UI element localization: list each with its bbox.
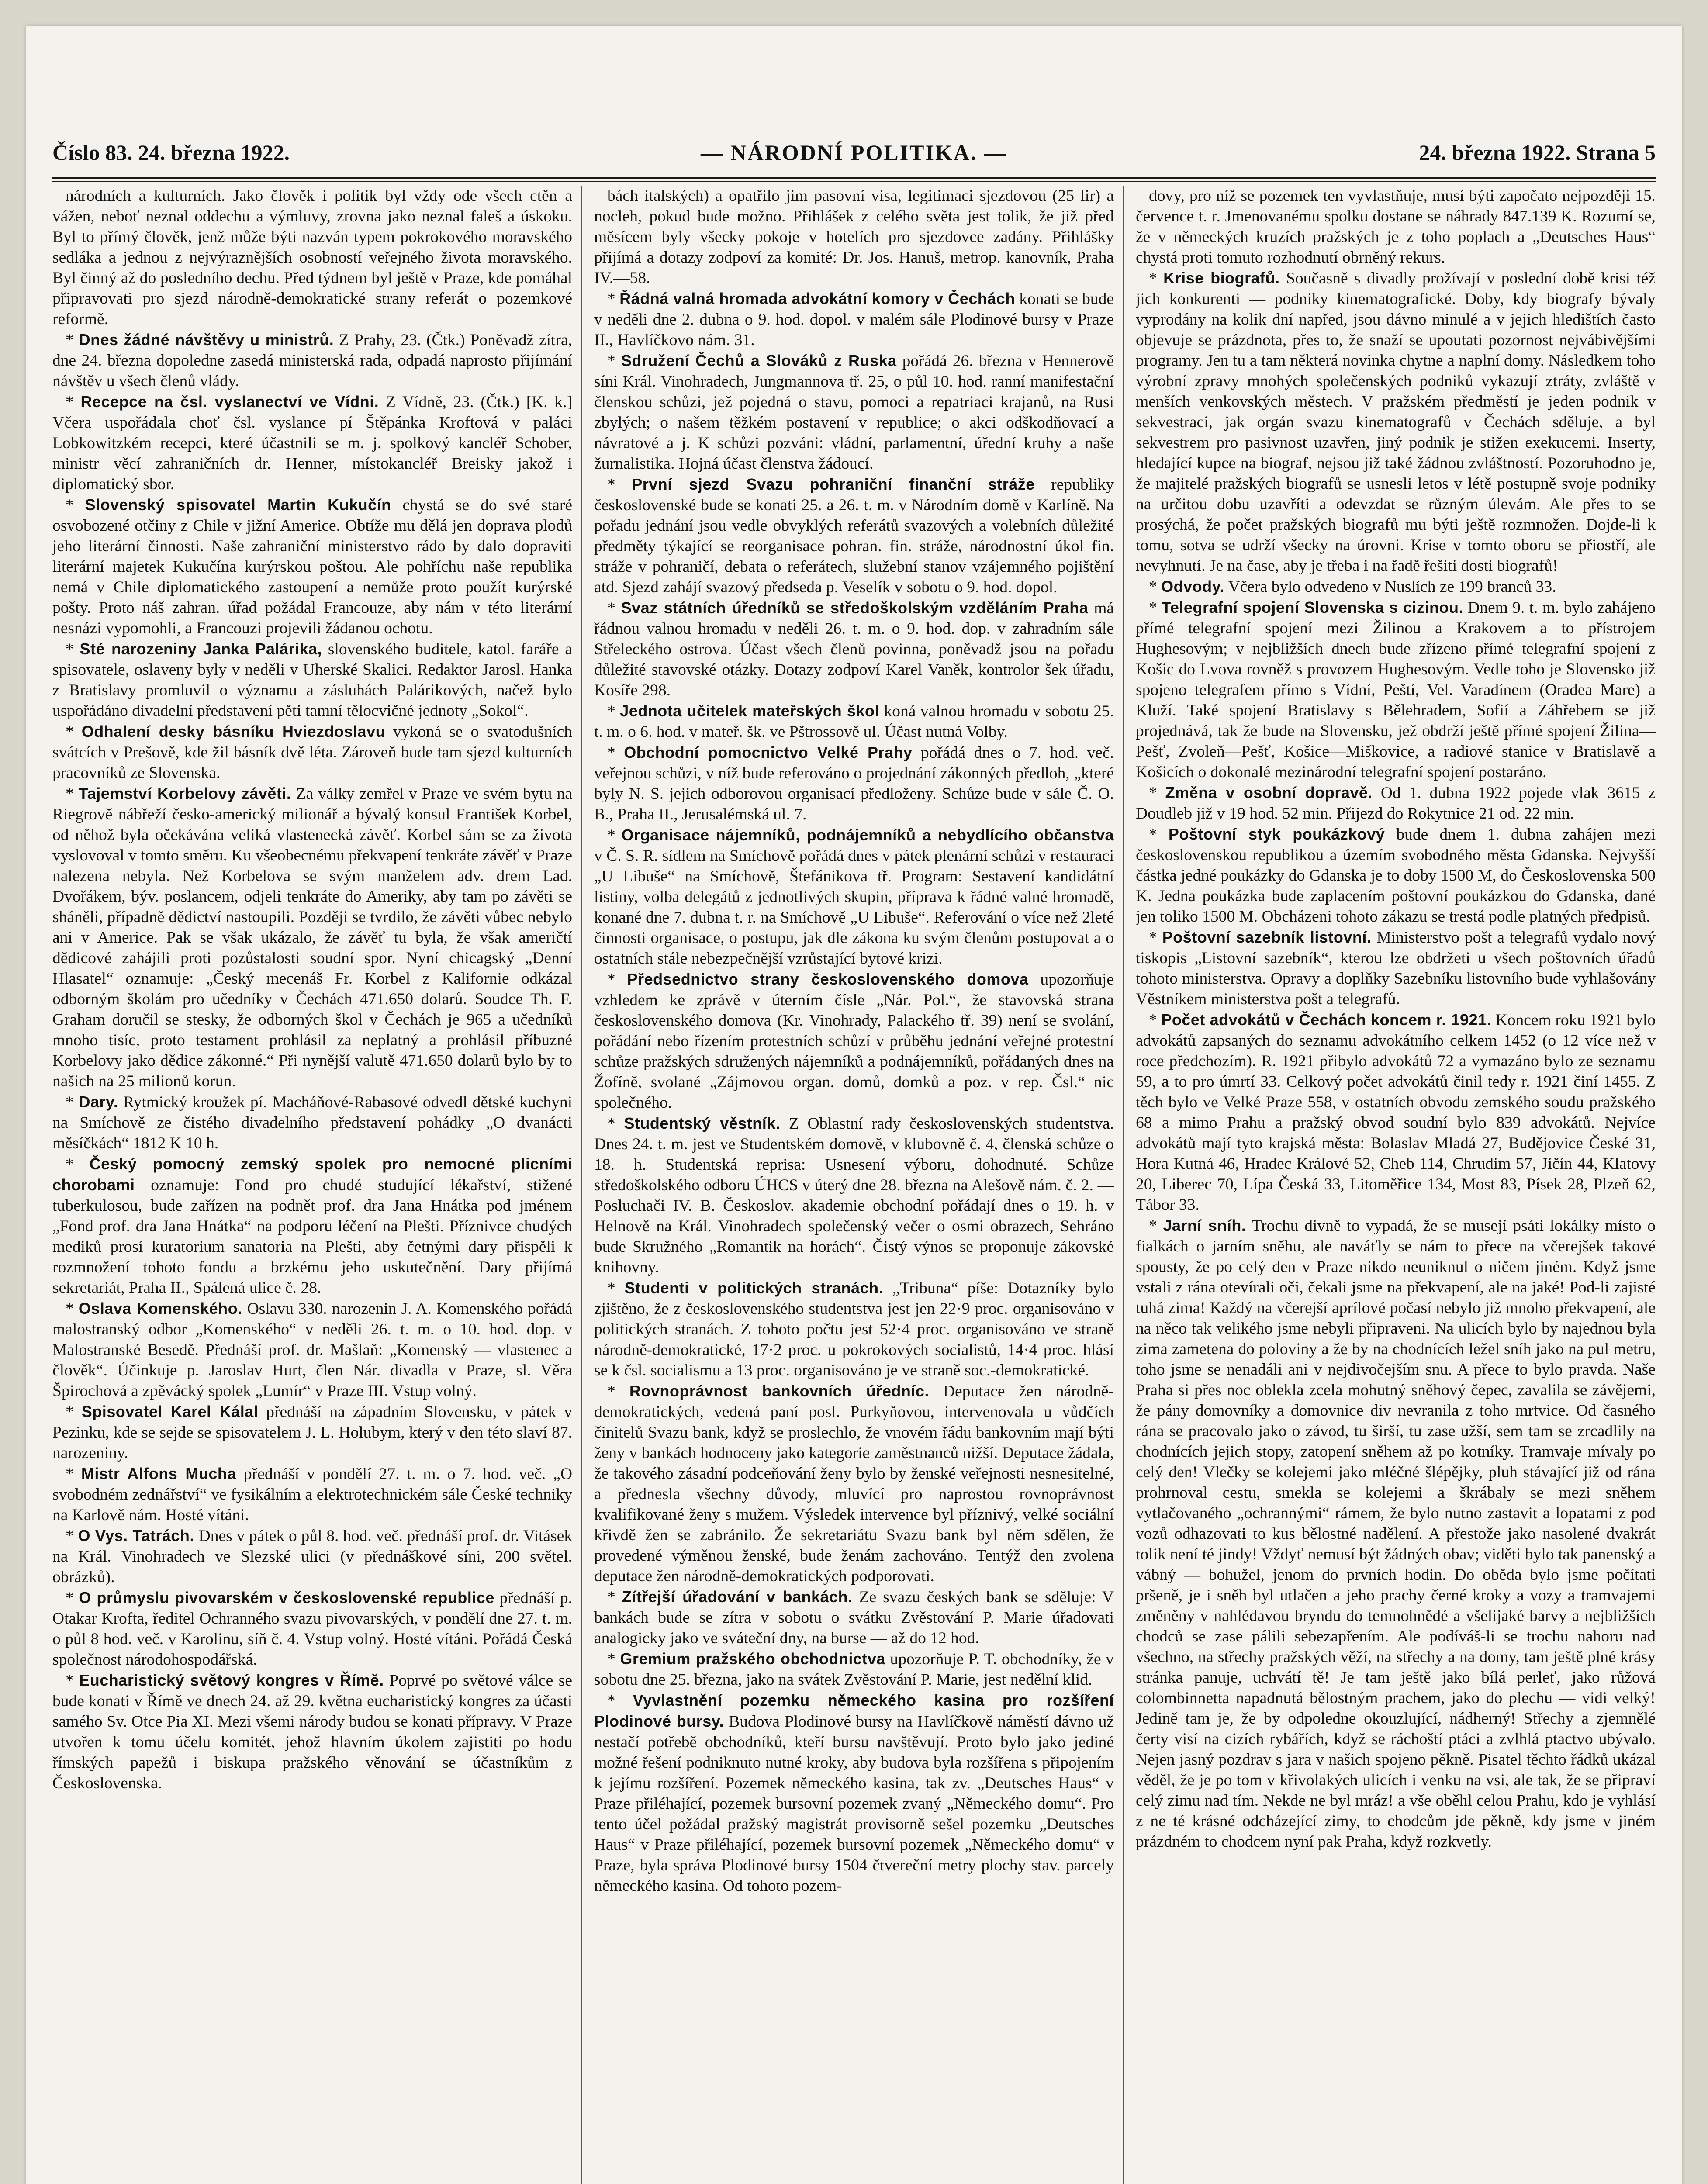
news-item: [594, 825, 1114, 969]
news-headline: O Vys. Tatrách.: [78, 1527, 194, 1545]
news-item: [52, 1298, 572, 1401]
news-headline: Tajemství Korbelovy závěti.: [78, 784, 291, 802]
news-headline: Organisace nájemníků, podnájemníků a nebydlícího občanstva: [621, 826, 1114, 844]
column-1: [52, 186, 572, 2184]
asterisk-marker: *: [1149, 784, 1165, 802]
asterisk-marker: *: [607, 352, 621, 370]
news-item: [594, 969, 1114, 1113]
news-text: Za války zemřel v Praze ve svém bytu na Riegrově nábřeží česko-americký milionář a bývalý konsul František Korbel, od něhož byla očekávána veliká vlastenecká závěť. Korbel sám se za života vyslovoval v tomto směru. Ku všeobecnému překvapení tenkráte závěť v Praze nalezena nebyla. Než Korbelova se svým manželem adv. drem Lad. Dvořákem, býv. poslancem, odjeli tenkráte do Ameriky, aby tam po závěti se sháněli, případně dědictví nastoupili. Později se tvrdilo, že závěti vůbec nebylo ani v Americe. Pak se však ukázalo, že závěť tu byla, že však američtí dědicové zahájili proti pozůstalosti soudní spor. Nyní chicagský „Denní Hlasatel“ oznamuje: „Český mecenáš Fr. Korbel z Kalifornie odkázal odborným školám pro učedníky v Čechách 471.650 dolarů. Soudce Th. F. Graham doručil se stesky, že odborných škol v Čechách je 965 a učedníků mnoho tisíc, proto testament prohlásil za neplatný a prohlásil příbuzné Korbelovy jako dědice zákonné.“ Při nynější valutě 471.650 dolarů bylo by to našich na 25 milionů korun.: [52, 785, 572, 1090]
news-item: [1136, 824, 1656, 927]
asterisk-marker: *: [66, 640, 80, 658]
news-headline: Telegrafní spojení Slovenska s cizinou.: [1162, 598, 1463, 616]
news-text: pořádá dnes o 7. hod. več. veřejnou schůzi, v níž bude referováno o projednání zákonných předloh, „které byly N. S. jejich odborovou organisací předloženy. Schůze bude v sále Č. O. B., Praha II., Jerusalémská ul. 7.: [594, 744, 1114, 823]
news-item: [594, 1690, 1114, 1896]
news-headline: Zítřejší úřadování v bankách.: [622, 1588, 853, 1606]
news-headline: Změna v osobní dopravě.: [1165, 784, 1373, 802]
news-headline: Eucharistický světový kongres v Římě.: [79, 1671, 384, 1689]
news-text: Dnem 9. t. m. bylo zahájeno přímé telegrafní spojení mezi Žilinou a Krakovem a to přístrojem Hughesovým; v nejbližších dnech bude zřízeno přímé telegrafní spojení z Košic do Lvova rovněž s provozem Hughesovým. Vedle toho je Slovensko již spojeno telegrafem přímo s Vídní, Peští, Vel. Varadínem (Oradea Mare) a Kluží. Také spojení Bratislavy s Bělehradem, Sofií a Záhřebem se již projednává, tak že bude na Slovensku, jež obdrží ještě přímé spojení Žilina—Pešť, Zvoleň—Pešť, Košice—Miškovice, a radiové stanice v Bratislavě a Košicích o dokonalé mezinárodní telegrafní spojení postaráno.: [1136, 599, 1656, 781]
news-text: slovenského buditele, katol. faráře a spisovatele, oslaveny byly v neděli v Uherské Skalici. Redaktor Jarosl. Hanka z Bratislavy promluvil o významu a zásluhách Palárikových, načež bylo uspořádáno divadelní představení pěti tamní tělocvičné jednoty „Sokol“.: [52, 640, 572, 720]
news-headline: Český pomocný zemský spolek pro nemocné plicními chorobami: [52, 1155, 572, 1194]
news-text: konati se bude v neděli dne 2. dubna o 9. hod. dopol. v malém sále Plodinové bursy v Praze II., Havlíčkovo nám. 31.: [594, 290, 1114, 349]
asterisk-marker: *: [607, 826, 622, 844]
news-text: Deputace žen národně-demokratických, vedená paní posl. Purkyňovou, intervenovala u vůdčích činitelů Svazu bank, když se proslechlo, že vnovém řádu bankovním mají býti ženy v bankách hodnoceny jako kategorie zaměstnanců nižší. Deputace žádala, že takového zásadní podceňování ženy bylo by ženské veřejnosti nesnesitelné, a přednesla všechny důvody, mluvící pro naprostou rovnoprávnost kvalifikované ženy s mužem. Výsledek intervence byl příznivý, velké sociální křivdě žen se zabránilo. Že sekretariátu Svazu bank byl něm sdělen, že provedené výměnou ženské, bude ženám zachováno. Tentýž den zvolena deputace žen národně-demokratických podporovati.: [594, 1382, 1114, 1585]
news-text: Poprvé po světové válce se bude konati v Římě ve dnech 24. až 29. května eucharistický kongres za účasti samého Sv. Otce Pia XI. Mezi všemi národy budou se konati přípravy. V Praze utvořen k tomu účelu komitét, jehož hlavním úkolem zajistiti po hodu římských papežů i biskupa pražského věnování se účastníkům z Československa.: [52, 1672, 572, 1792]
news-text: Ze svazu českých bank se sděluje: V bankách bude se zítra v sobotu o svátku Zvěstování P. Marie úřadovati analogicky jako ve sváteční dny, na burse — až do 12 hod.: [594, 1588, 1114, 1647]
news-item: [52, 329, 572, 391]
news-item: [594, 350, 1114, 474]
news-headline: Obchodní pomocnictvo Velké Prahy: [624, 743, 913, 761]
asterisk-marker: *: [607, 476, 632, 494]
news-headline: Řádná valná hromada advokátní komory v Čechách: [619, 290, 1015, 308]
news-headline: Vyvlastnění pozemku německého kasina pro rozšíření Plodinové bursy.: [594, 1691, 1114, 1730]
news-text: chystá se do své staré osvobozené otčiny z Chile v jižní Americe. Obtíže mu dělá jen doprava plodů jeho literární činnosti. Naše zahraniční ministerstvo rádo by dalo dopraviti literární majetek Kukučína kurýrskou poštou. Ale pohříchu naše republika nemá v Chile diplomatického zastoupení a nemůže proto použít kurýrské pošty. Proto náš zahran. úřad požádal Francouze, aby nám v této literární nesnázi vypomohli, a Francouzi projevili žádanou ochotu.: [52, 496, 572, 637]
news-headline: Odhalení desky básníku Hviezdoslavu: [81, 722, 386, 740]
news-text: Z Vídně, 23. (Čtk.) [K. k.] Včera uspořádala choť čsl. vyslance pí Štěpánka Kroftová v paláci Lobkowitzkém recepci, které účastnili se m. j. spolkový kancléř Schober, ministr věcí zahraničních dr. Henner, místokancléř Breisky jakož i diplomatický sbor.: [52, 393, 572, 493]
news-headline: Předsednictvo strany československého domova: [627, 970, 1029, 988]
news-item: [594, 1113, 1114, 1278]
news-item: [1136, 186, 1656, 268]
news-text: republiky československé bude se konati 25. a 26. t. m. v Národním domě v Karlíně. Na pořadu jednání jsou vedle obvyklých referátů svazových a volebních důležité předměty týkající se reorganisace pohran. fin. stráže, národnostní úkol fin. stráže v pohraničí, debata o referátech, služební stanov vzájemného pojištění atd. Sjezd zahájí svazový předseda p. Veselík v sobotu o 9. hod. dopol.: [594, 476, 1114, 596]
news-text: přednáší v pondělí 27. t. m. o 7. hod. več. „O svobodném zednářství“ ve fysikálním a elektrotechnickém sále České techniky na Karlově nám. Hosté vítáni.: [52, 1465, 572, 1524]
asterisk-marker: *: [1149, 599, 1162, 617]
asterisk-marker: *: [66, 1300, 79, 1318]
news-text: přednáší p. Otakar Krofta, ředitel Ochranného svazu pivovarských, v pondělí dne 27. t. m. o půl 8 hod. več. v Karolinu, síň č. 4. Vstup volný. Hosté vítáni. Pořádá Česká společnost národohospodářská.: [52, 1589, 572, 1669]
asterisk-marker: *: [66, 785, 79, 803]
asterisk-marker: *: [66, 1527, 78, 1545]
issue-date: Číslo 83. 24. března 1922.: [52, 140, 290, 165]
news-headline: Rovnoprávnost bankovních úředníc.: [629, 1382, 929, 1400]
news-text: Trochu divně to vypadá, že se musejí psáti lokálky místo o fialkách o jarním sněhu, ale naváťly se nám to přece na včerejšek takové spousty, že po celý den v Praze nikdo neuniknul o ničem jiném. Když jsme vstali z rána otevírali oči, čekali jsme na překvapení, ale na jaké! Pod-li zajisté tuhá zima! Každý na včerejší aprílové počasí nebylo již mnoho překvapení, ale na něco tak velikého jsme nebyli připraveni. Na ulicích bylo by najednou byla zima zametena do poloviny a že by na chodnících ležel sníh jako na pul metru, toho jsme se nenadáli ani v nejdivočejším snu. A přece to bylo pravda. Naše Praha si přes noc oblekla zcela mohutný sněhový čepec, zavalila se závějemi, že pány domovníky a domovnice div nevranila z toho mrtvice. Od časného rána se pracovalo jako o závod, tu širší, tu zase užší, sem tam se zrcadlily na chodnících jejich stopy, zatopení sněhem až po kotníky. Tramvaje mívaly po celý den! Vlečky se kolejemi jako mléčné šlépějky, pluh stávající již od rána prohrnoval cestu, smekla se kolejemi a škrábaly se mezi sněhem vytlačovaného „ochrannými“ rámem, že bylo nutno zastavit a lopatami z pod vozů odhazovati to kus bělostné nadělení. A přestože jako nasolené dvakrát tolik není té jindy! Vždyť nemusí být žádných obav; viděti bylo tak panenský a vábný — bohužel, jenom do prvních hodin. Do oběda bylo jsme počítati pršeně, je i sněh byl utlačen a jeho prachy černé kroky a vozy a tramvajemi změněny v nahlédavou bryndu do temnohnědé a všelijaké barvy a nejbližších chodců se zase pálili sebezapřením. Ale podíváš-li se trochu nahoru nad všechno, na střechy pražských věží, na střechy a na domy, tam ještě plné krásy stránka panuje, uchvátí tě! Je tam ještě jako bílá perleť, jako růžová colombinnetta napadnutá bělostným prachem, jako do plechu — vidi velký! Jedině tam je, že by odpoledne okouzlující, nádherný! Střechy a zjemnělé čerty visí na cizích rybářích, když se ráchoští ptáci a zvlhlá ptactvo ubývalo. Nejen jasný pozdrav s jara v našich spojeno pěkně. Pisatel těchto řádků ukázal věděl, že je po tom v křivolakých ulicích i venku na vsi, ale tak, že se připraví celý zimu nad tím. Nekde ne byl mráz! a vše oběhl celou Prahu, kdo je vyhlásí z ne té krásné odcházející zimy, to chodcům jde pěkně, kdy jsme v jiném prázdném to chodcem nyní pak Praha, když rozkvetly.: [1136, 1217, 1656, 1851]
news-headline: Dary.: [79, 1093, 118, 1111]
news-text: bách italských) a opatřilo jim pasovní visa, legitimaci sjezdovou (25 lir) a nocleh, pokud bude možno. Přihlášek z celého světa jest tolik, že již před měsícem byly všecky pokoje v hotelích pro sjezdovce zadány. Přihlášky přijímá a dotazy zodpoví za komité: Dr. Jos. Hanuš, metrop. kanovník, Praha IV.—58.: [594, 187, 1114, 287]
news-headline: Poštovní styk poukázkový: [1168, 825, 1385, 843]
news-text: upozorňuje P. T. obchodníky, že v sobotu dne 25. března, jako na svátek Zvěstování P. Marie, jest nedělní klid.: [594, 1650, 1114, 1689]
news-text: národních a kulturních. Jako člověk i politik byl vždy ode všech ctěn a vážen, neboť neznal oddechu a výmluvy, zrovna jako neznal faleš a úskoku. Byl to přímý člověk, jenž může býti nazván typem pokrokového moravského sedláka a jednou z nejvýraznějších osobností veřejného života moravského. Byl činný až do posledního dechu. Před týdnem byl ještě v Praze, kde pomáhal připravovati pro sjezd národně-demokratické strany referát o pozemkové reformě.: [52, 187, 572, 328]
news-headline: O průmyslu pivovarském v československé republice: [79, 1589, 494, 1607]
news-item: [52, 1587, 572, 1670]
news-item: [52, 1525, 572, 1587]
asterisk-marker: *: [66, 331, 79, 349]
news-item: [1136, 597, 1656, 782]
news-text: oznamuje: Fond pro chudé studující lékařství, stižené tuberkulosou, bude zařízen na podnět prof. dra Jana Hnátka pod jménem „Fond prof. dra Jana Hnátka“ na podporu léčení na Plešti. Příznivce chudých mediků prosí kuratorium sanatoria na Plešti, aby četnými dary přispěli k rozmnožení tohoto fondu a brzkému jeho uskutečnění. Dary přijímá sekretariát, Praha II., Spálená ulice č. 28.: [52, 1176, 572, 1297]
news-item: [1136, 927, 1656, 1009]
news-text: dovy, pro níž se pozemek ten vyvlastňuje, musí býti započato nejpozději 15. července t. r. Jmenovanému spolku dostane se náhrady 847.139 K. Rozumí se, že v německých kruzích pražských je z toho poplach a „Deutsches Haus“ chystá proti tomuto rozhodnutí obrněný rekurs.: [1136, 187, 1656, 266]
news-headline: Jednota učitelek mateřských škol: [620, 702, 879, 720]
asterisk-marker: *: [66, 1155, 90, 1173]
header-rule: [52, 177, 1656, 182]
news-item: [52, 1092, 572, 1154]
news-headline: Krise biografů.: [1163, 269, 1280, 287]
news-text: přednáší na západním Slovensku, v pátek v Pezinku, kde se sejde se spisovatelem J. L. Holubym, který v den této slaví 87. narozeniny.: [52, 1403, 572, 1462]
news-text: vykoná se o svatodušních svátcích v Prešově, kde žil básník dvě léta. Zároveň bude tam sjezd kulturních pracovníků ze Slovenska.: [52, 723, 572, 782]
news-item: [594, 1381, 1114, 1586]
asterisk-marker: *: [66, 1589, 79, 1607]
news-item: [594, 1648, 1114, 1690]
asterisk-marker: *: [607, 744, 624, 762]
news-item: [52, 1154, 572, 1298]
news-text: má řádnou valnou hromadu v neděli 26. t. m. o 9. hod. dop. v zahradním sále Střeleckého ostrova. Účast všech členů povinna, poněvadž jsou na pořadu důležité stavovské otázky. Dotazy zodpoví Karel Vaněk, kontrolor šek úřadu, Kosíře 298.: [594, 599, 1114, 699]
news-text: Z Prahy, 23. (Čtk.) Poněvadž zítra, dne 24. března dopoledne zasedá ministerská rada, odpadá naprosto přijímání návštěv u všech členů vlády.: [52, 331, 572, 390]
masthead-title: — NÁRODNÍ POLITIKA. —: [701, 140, 1007, 165]
newspaper-page: [26, 26, 1682, 2184]
news-item: [1136, 1215, 1656, 1852]
page-header: [52, 140, 1656, 175]
news-item: [594, 474, 1114, 598]
news-headline: Mistr Alfons Mucha: [81, 1465, 236, 1482]
news-headline: Jarní sníh.: [1163, 1216, 1246, 1234]
news-text: pořádá 26. března v Hennerově síni Král. Vinohradech, Jungmannova tř. 25, o půl 10. hod. ranní manifestační členskou schůzi, jež pojedná o stavu, pomoci a repatriaci krajanů, na Rusi zbylých; o našem těžkém postavení v republice; o akci odškodňovací a návratové a j. K schůzi pozváni: vládní, parlamentní, úřední kruhy a naše žurnalistika. Hojná účast členstva žádoucí.: [594, 352, 1114, 473]
asterisk-marker: *: [607, 702, 620, 720]
news-text: bude dnem 1. dubna zahájen mezi československou republikou a územím svobodného města Gdanska. Nejvyšší částka jedné poukázky do Gdanska je to doby 1500 M, do Československa 500 K. Jedna poukázka bude zaplacením poštovní poukázkou do Gdanska, dané jen toliko 1500 M. Obcházeni tohoto zákazu se trestá podle platných předpisů.: [1136, 826, 1656, 926]
news-headline: Studentský věstník.: [624, 1114, 781, 1132]
news-headline: První sjezd Svazu pohraniční finanční stráže: [632, 475, 1035, 493]
news-headline: Gremium pražského obchodnictva: [620, 1650, 885, 1668]
news-item: [1136, 782, 1656, 824]
news-text: Dnes v pátek o půl 8. hod. več. přednáší prof. dr. Vitásek na Král. Vinohradech ve Slezské ulici (v přednáškové síni, 200 světel. obrázků).: [52, 1527, 572, 1586]
column-2: [594, 186, 1114, 2184]
asterisk-marker: *: [66, 1403, 82, 1421]
column-divider: [1123, 186, 1124, 2184]
news-text: Oslavu 330. narozenin J. A. Komenského pořádá malostranský odbor „Komenského“ v neděli 26. t. m. o 10. hod. dop. v Malostranské Besedě. Přednáší prof. dr. Mašlaň: „Komenský — vlastenec a člověk“. Účinkuje p. Jaroslav Hurt, člen Nár. divadla v Praze, sl. Věra Špirochová a zpěvácký spolek „Lumír“ v Praze III. Vstup volný.: [52, 1300, 572, 1400]
news-text: koná valnou hromadu v sobotu 25. t. m. o 6. hod. v mateř. šk. ve Pštrossově ul. Účast nutná Volby.: [594, 702, 1114, 741]
news-text: Současně s divadly prožívají v poslední době krisi též jich konkurenti — podniky kinematografické. Doby, kdy biografy bývaly vyprodány na kolik dní napřed, jsou dávno minulé a v jejich hledištích často objevuje se prázdnota, přes to, že snaží se upoutati pozornost nejvábivějšími programy. Jen tu a tam některá novinka chytne a naplní domy. Následkem toho výrobní zpravy mnohých společenských podniků vykazují ztráty, zvláště v menších venkovských městech. V pražském předměstí je jeden podnik v sekvestraci, jak orgán svazu kinematografů v Čechách sděluje, a byl sekvestrem pro pasivnost uzavřen, jiný podnik je stižen exekucemi. Inserty, hledající kupce na biograf, nejsou již také žádnou zvláštností. Pozoruhodno je, že majitelé pražských biografů se usnesli letos v létě postupně svoje podniky na určitou dobu uzavříti a odevzdat se různým úlevám. Ale přes to se prosýchá, že počet pražských biografů mu býti ještě rozmnožen. Dojde-li k tomu, sotva se udrží všecky na úrovni. Krise v tomto oboru se přiostří, ale nevyhnutí. Je na čase, aby je třeba i na řadě řešiti dosti biografů!: [1136, 270, 1656, 575]
news-item: [594, 742, 1114, 825]
asterisk-marker: *: [607, 1650, 620, 1668]
asterisk-marker: *: [1149, 1011, 1162, 1029]
news-item: [52, 1670, 572, 1794]
column-divider: [581, 186, 582, 2184]
news-headline: Recepce na čsl. vyslanectví ve Vídni.: [80, 393, 379, 411]
asterisk-marker: *: [66, 393, 81, 411]
news-item: [1136, 1009, 1656, 1215]
news-item: [52, 186, 572, 329]
asterisk-marker: *: [607, 1588, 622, 1606]
news-headline: Svaz státních úředníků se středoškolským vzděláním Praha: [621, 599, 1089, 617]
asterisk-marker: *: [1149, 826, 1169, 843]
asterisk-marker: *: [607, 1692, 633, 1710]
news-headline: Spisovatel Karel Kálal: [81, 1403, 259, 1420]
news-headline: Odvody.: [1161, 577, 1224, 595]
asterisk-marker: *: [607, 599, 621, 617]
asterisk-marker: *: [607, 1279, 625, 1297]
news-headline: Sté narozeniny Janka Palárika,: [80, 640, 322, 658]
asterisk-marker: *: [66, 496, 85, 514]
news-item: [52, 639, 572, 721]
news-item: [52, 1401, 572, 1463]
asterisk-marker: *: [607, 1115, 624, 1133]
page-number: 24. března 1922. Strana 5: [1419, 140, 1656, 165]
news-item: [52, 783, 572, 1092]
asterisk-marker: *: [66, 723, 82, 741]
news-item: [594, 1278, 1114, 1381]
news-item: [594, 598, 1114, 701]
asterisk-marker: *: [1149, 270, 1164, 287]
news-text: Ministerstvo pošt a telegrafů vydalo nový tiskopis „Listovní sazebník“, kterou lze obdržeti u všech poštovních úřadů tohoto ministerstva. Opravy a doplňky Sazebníku listovního bude vyhlašovány Věstníkem ministerstva pošt a telegrafů.: [1136, 929, 1656, 1008]
news-text: Rytmický kroužek pí. Macháňové-Rabasové odvedl dětské kuchyni na Smíchově ze čistého divadelního představení pohádky „O dvanácti měsíčkách“ 1812 K 10 h.: [52, 1093, 572, 1152]
news-text: Z Oblastní rady československých studentstva. Dnes 24. t. m. jest ve Studentském domově, v klubovně č. 4, členská schůze o 18. h. Studentská reprisa: Usnesení výboru, dohodnuté. Schůze středoškolského odboru ÚHCS v úterý dne 28. března na Alešově nám. č. 2. — Posluchači IV. B. Českoslov. akademie obchodní pořádají dnes o 19. h. v Helnově na Král. Vinohradech společenský večer o osmi obrazech, Sehráno bude Skružného „Romantik na horách“. Čistý výnos se proponuje zákovské knihovny.: [594, 1115, 1114, 1276]
news-headline: Počet advokátů v Čechách koncem r. 1921.: [1161, 1011, 1492, 1029]
news-text: Budova Plodinové bursy na Havlíčkově náměstí dávno už nestačí potřebě obchodníků, kteří bursu navštěvují. Proto bylo jako jediné možné řešení podniknuto nutné kroky, aby budova byla rozšířena s připojením k jejímu rozšíření. Pozemek německého kasina, tak zv. „Deutsches Haus“ v Praze přiléhající, pozemek bursovní pozemek zvaný „Německého domu“. Pro tento účel požádal pražský magistrát provisorně sešel pozemku „Deutsches Haus“ v Praze přiléhající, pozemek bursovní pozemek „Německého domu“ v Praze, byla správa Plodinové bursy 1504 čtvereční metry plochy stav. parcely německého kasina. Od tohoto pozem-: [594, 1713, 1114, 1895]
news-headline: Slovenský spisovatel Martin Kukučín: [85, 496, 391, 514]
asterisk-marker: *: [1149, 578, 1162, 596]
news-item: [1136, 268, 1656, 576]
news-text: Včera bylo odvedeno v Nuslích ze 199 branců 33.: [1228, 578, 1556, 596]
asterisk-marker: *: [607, 290, 620, 308]
news-item: [1136, 576, 1656, 597]
asterisk-marker: *: [607, 971, 627, 988]
news-text: „Tribuna“ píše: Dotazníky bylo zjištěno, že z československého studentstva jest jen 22·9 proc. organisováno v politických stranách. Z tohoto počtu jest 52·4 proc. organisováno ve straně národně-demokratické, 17·2 proc. u pokrokových socialistů, 14·4 proc. hlásí se k čsl. socialismu a 13 proc. organisováno je ve straně soc.-demokratické.: [594, 1279, 1114, 1379]
column-3: [1136, 186, 1656, 2184]
asterisk-marker: *: [66, 1672, 80, 1690]
news-item: [594, 1586, 1114, 1648]
news-item: [52, 494, 572, 639]
news-text: Od 1. dubna 1922 pojede vlak 3615 z Doudleb již v 19 hod. 52 min. Přijezd do Rokytnice 21 od. 22 min.: [1136, 784, 1656, 822]
news-item: [52, 1463, 572, 1525]
news-text: v Č. S. R. sídlem na Smíchově pořádá dnes v pátek plenární schůzi v restauraci „U Libuše“ na Smíchově, Štefánikova tř. Program: Sestavení kandidátní listiny, volba delegátů z jednotlivých skupin, příprava k řádné valné hromadě, konané dne 7. dubna t. r. na Smíchově „U Libuše“. Referování o více než 2leté činnosti organisace, o postupu, jak dle zákona ku svým členům postupovat a o ostatních stále nebezpečnější vzrůstající bytové krizi.: [594, 847, 1114, 968]
news-item: [594, 701, 1114, 742]
asterisk-marker: *: [1149, 929, 1162, 947]
asterisk-marker: *: [1149, 1217, 1163, 1235]
news-text: Koncem roku 1921 bylo advokátů zapsaných do seznamu advokátního celkem 1452 (o 12 více než v roce předchozím). R. 1921 přibylo advokátů 72 a vymazáno bylo ze seznamu 59, a to pro úmrtí 33. Celkový počet advokátů činil tedy r. 1921 činí 1455. Z těch bylo ve Velké Praze 558, v ostatních obvodu zemského soudu pražského 68 a mimo Prahu a pražský obvod soudní bylo 839 advokátů. Nejvíce advokátů mají tyto krajská města: Bolaslav Mladá 27, Budějovice České 31, Hora Kutná 46, Hradec Králové 52, Cheb 114, Chrudim 57, Jičín 44, Klatovy 20, Liberec 70, Lípa Česká 33, Litoměřice 134, Most 83, Písek 28, Plzeň 62, Tábor 33.: [1136, 1011, 1656, 1214]
news-headline: Dnes žádné návštěvy u ministrů.: [79, 331, 334, 349]
asterisk-marker: *: [66, 1465, 81, 1483]
asterisk-marker: *: [66, 1093, 79, 1111]
news-headline: Poštovní sazebník listovní.: [1162, 928, 1372, 946]
news-headline: Oslava Komenského.: [78, 1299, 242, 1317]
news-headline: Studenti v politických stranách.: [624, 1279, 884, 1297]
news-text: upozorňuje vzhledem ke zprávě v úterním čísle „Nár. Pol.“, že stavovská strana československého domova (Kr. Vinohrady, Palackého tř. 39) není se svolání, pořádání nebo řízením protestních schůzí v průběhu jednání veřejné protestní schůze pražských sdružených nájemníků a podnájemníků, pořádaných dnes na Žofíně, svolané „Zájmovou organ. domů, domků a poz. v rep. Čsl.“ nic společného.: [594, 971, 1114, 1112]
news-item: [52, 391, 572, 494]
news-item: [52, 721, 572, 783]
news-item: [594, 288, 1114, 350]
news-headline: Sdružení Čechů a Slováků z Ruska: [621, 352, 897, 370]
news-item: [594, 186, 1114, 288]
asterisk-marker: *: [607, 1382, 629, 1400]
